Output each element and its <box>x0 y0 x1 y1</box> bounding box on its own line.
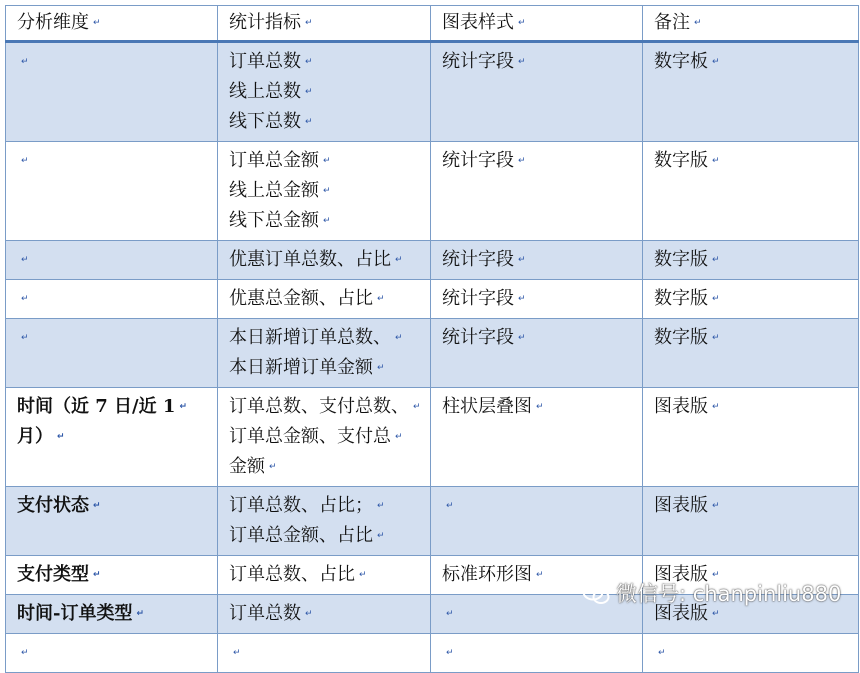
paragraph-mark-icon: ↵ <box>712 402 720 412</box>
paragraph-mark-icon: ↵ <box>93 570 101 580</box>
paragraph-mark-icon: ↵ <box>305 18 313 28</box>
cell-line <box>17 392 217 422</box>
cell-text: 优惠订单总数、占比 <box>229 249 391 270</box>
paragraph-mark-icon: ↵ <box>21 156 29 166</box>
cell-line <box>229 638 430 668</box>
cell-line <box>17 284 217 314</box>
cell-text: 线上总金额 <box>229 180 319 201</box>
cell-text: 本日新增订单总数、 <box>229 327 391 348</box>
cell-line <box>229 206 430 236</box>
cell-text: 数字版 <box>654 288 708 309</box>
cell-text: 图表版 <box>654 564 708 585</box>
cell-style <box>431 241 643 280</box>
paragraph-mark-icon: ↵ <box>712 294 720 304</box>
paragraph-mark-icon: ↵ <box>305 57 313 67</box>
paragraph-mark-icon: ↵ <box>359 570 367 580</box>
cell-text: 金额 <box>229 456 265 477</box>
cell-line <box>442 491 642 521</box>
header-cell-note: 备注 ↵ <box>643 6 859 42</box>
watermark <box>582 578 841 608</box>
cell-metrics <box>218 142 431 241</box>
paragraph-mark-icon: ↵ <box>446 501 454 511</box>
paragraph-mark-icon: ↵ <box>395 432 403 442</box>
header-cell-style: 图表样式 ↵ <box>431 6 643 42</box>
cell-text: 订单总数、占比 <box>229 564 355 585</box>
paragraph-mark-icon: ↵ <box>21 333 29 343</box>
paragraph-mark-icon: ↵ <box>136 609 145 619</box>
cell-line <box>229 521 430 551</box>
cell-text: 数字版 <box>654 249 708 270</box>
cell-line <box>229 422 430 452</box>
cell-text: 线上总数 <box>229 81 301 102</box>
paragraph-mark-icon: ↵ <box>93 18 101 28</box>
cell-line <box>17 422 217 452</box>
table-row <box>6 241 859 280</box>
cell-line <box>442 47 642 77</box>
cell-line <box>229 77 430 107</box>
cell-line <box>229 245 430 275</box>
spec-table <box>5 5 859 673</box>
paragraph-mark-icon: ↵ <box>446 609 454 619</box>
paragraph-mark-icon: ↵ <box>233 648 241 658</box>
cell-text: 月） <box>17 426 53 447</box>
paragraph-mark-icon: ↵ <box>712 255 720 265</box>
paragraph-mark-icon: ↵ <box>377 363 385 373</box>
cell-line <box>17 638 217 668</box>
cell-line <box>229 323 430 353</box>
cell-dimension <box>6 487 218 556</box>
paragraph-mark-icon: ↵ <box>413 402 421 412</box>
cell-text: 订单总数、支付总数、 <box>229 396 409 417</box>
cell-text: 图表版 <box>654 495 708 516</box>
cell-note <box>643 319 859 388</box>
cell-metrics <box>218 241 431 280</box>
cell-line <box>229 392 430 422</box>
paragraph-mark-icon: ↵ <box>377 294 385 304</box>
cell-metrics <box>218 280 431 319</box>
cell-metrics <box>218 42 431 142</box>
cell-text: 订单总金额、占比 <box>229 525 373 546</box>
table-row <box>6 280 859 319</box>
paragraph-mark-icon: ↵ <box>712 570 720 580</box>
paragraph-mark-icon: ↵ <box>712 333 720 343</box>
paragraph-mark-icon: ↵ <box>323 216 331 226</box>
cell-text: 标准环形图 <box>442 564 532 585</box>
cell-line <box>654 323 858 353</box>
cell-line <box>229 353 430 383</box>
cell-line <box>654 284 858 314</box>
paragraph-mark-icon: ↵ <box>395 333 403 343</box>
paragraph-mark-icon: ↵ <box>179 402 187 412</box>
cell-style <box>431 487 643 556</box>
cell-text: 图表版 <box>654 603 708 624</box>
cell-text: 统计字段 <box>442 150 514 171</box>
cell-text: 本日新增订单金额 <box>229 357 373 378</box>
cell-text: 时间（近 7 日/近 1 <box>17 396 176 417</box>
paragraph-mark-icon: ↵ <box>21 57 29 67</box>
paragraph-mark-icon: ↵ <box>446 648 454 658</box>
cell-line <box>17 245 217 275</box>
table-row <box>6 634 859 673</box>
cell-line <box>442 323 642 353</box>
cell-style <box>431 634 643 673</box>
paragraph-mark-icon: ↵ <box>694 18 702 28</box>
cell-text: 订单总数 <box>229 603 301 624</box>
cell-line <box>17 146 217 176</box>
cell-line <box>654 392 858 422</box>
cell-note <box>643 241 859 280</box>
cell-note <box>643 280 859 319</box>
cell-dimension <box>6 142 218 241</box>
table-row <box>6 319 859 388</box>
cell-line <box>229 491 430 521</box>
paragraph-mark-icon: ↵ <box>518 156 526 166</box>
table-row <box>6 42 859 142</box>
cell-line <box>229 599 430 629</box>
cell-text: 统计字段 <box>442 51 514 72</box>
paragraph-mark-icon: ↵ <box>712 57 720 67</box>
cell-line <box>442 638 642 668</box>
cell-line <box>442 284 642 314</box>
paragraph-mark-icon: ↵ <box>377 531 385 541</box>
cell-style <box>431 42 643 142</box>
cell-line <box>442 146 642 176</box>
cell-line <box>229 146 430 176</box>
paragraph-mark-icon: ↵ <box>536 570 544 580</box>
cell-style <box>431 319 643 388</box>
cell-dimension <box>6 280 218 319</box>
table-row <box>6 388 859 487</box>
cell-line <box>229 107 430 137</box>
paragraph-mark-icon: ↵ <box>21 648 29 658</box>
paragraph-mark-icon: ↵ <box>377 501 385 511</box>
cell-line <box>229 284 430 314</box>
table-row <box>6 142 859 241</box>
paragraph-mark-icon: ↵ <box>518 255 526 265</box>
cell-metrics <box>218 487 431 556</box>
cell-line <box>654 245 858 275</box>
cell-line <box>229 452 430 482</box>
cell-text: 时间-订单类型 <box>17 603 133 624</box>
cell-metrics <box>218 388 431 487</box>
cell-metrics <box>218 556 431 595</box>
cell-note <box>643 634 859 673</box>
cell-style <box>431 280 643 319</box>
paragraph-mark-icon: ↵ <box>518 294 526 304</box>
paragraph-mark-icon: ↵ <box>21 294 29 304</box>
cell-note <box>643 142 859 241</box>
cell-text: 订单总数、占比； <box>229 495 373 516</box>
cell-note <box>643 42 859 142</box>
cell-line <box>229 560 430 590</box>
cell-dimension <box>6 42 218 142</box>
header-row <box>6 6 859 42</box>
paragraph-mark-icon: ↵ <box>305 609 313 619</box>
paragraph-mark-icon: ↵ <box>518 333 526 343</box>
cell-line <box>442 392 642 422</box>
cell-text: 优惠总金额、占比 <box>229 288 373 309</box>
cell-style <box>431 142 643 241</box>
cell-text: 订单总金额 <box>229 150 319 171</box>
cell-line <box>17 560 217 590</box>
cell-text: 柱状层叠图 <box>442 396 532 417</box>
cell-dimension <box>6 388 218 487</box>
cell-metrics <box>218 319 431 388</box>
cell-line <box>229 47 430 77</box>
cell-text: 订单总金额、支付总 <box>229 426 391 447</box>
cell-text: 统计字段 <box>442 288 514 309</box>
cell-line <box>442 245 642 275</box>
cell-text: 数字板 <box>654 51 708 72</box>
cell-text: 支付状态 <box>17 495 89 516</box>
cell-text: 线下总金额 <box>229 210 319 231</box>
paragraph-mark-icon: ↵ <box>536 402 544 412</box>
paragraph-mark-icon: ↵ <box>712 609 720 619</box>
paragraph-mark-icon: ↵ <box>269 462 277 472</box>
paragraph-mark-icon: ↵ <box>323 186 331 196</box>
cell-line <box>654 146 858 176</box>
cell-line <box>654 491 858 521</box>
cell-metrics <box>218 634 431 673</box>
cell-line <box>17 599 217 629</box>
cell-line <box>654 638 858 668</box>
paragraph-mark-icon: ↵ <box>712 156 720 166</box>
cell-text: 统计字段 <box>442 327 514 348</box>
header-cell-metrics: 统计指标 ↵ <box>218 6 431 42</box>
cell-text: 数字版 <box>654 150 708 171</box>
paragraph-mark-icon: ↵ <box>305 117 313 127</box>
cell-line <box>17 323 217 353</box>
paragraph-mark-icon: ↵ <box>305 87 313 97</box>
paragraph-mark-icon: ↵ <box>658 648 666 658</box>
paragraph-mark-icon: ↵ <box>323 156 331 166</box>
cell-dimension <box>6 556 218 595</box>
header-cell-dimension: 分析维度 ↵ <box>6 6 218 42</box>
paragraph-mark-icon: ↵ <box>518 57 526 67</box>
cell-text: 线下总数 <box>229 111 301 132</box>
spec-table-body <box>6 6 859 673</box>
paragraph-mark-icon: ↵ <box>518 18 526 28</box>
cell-dimension <box>6 634 218 673</box>
cell-line <box>229 176 430 206</box>
paragraph-mark-icon: ↵ <box>395 255 403 265</box>
cell-text: 统计字段 <box>442 249 514 270</box>
wechat-icon <box>582 583 610 605</box>
paragraph-mark-icon: ↵ <box>93 501 101 511</box>
cell-note <box>643 388 859 487</box>
cell-line <box>17 491 217 521</box>
cell-text: 图表版 <box>654 396 708 417</box>
cell-text: 支付类型 <box>17 564 89 585</box>
watermark-text: 微信号: chanpinliu880 <box>616 582 842 606</box>
cell-line <box>654 47 858 77</box>
paragraph-mark-icon: ↵ <box>712 501 720 511</box>
cell-dimension <box>6 319 218 388</box>
cell-style <box>431 388 643 487</box>
cell-dimension <box>6 241 218 280</box>
paragraph-mark-icon: ↵ <box>57 432 65 442</box>
cell-note <box>643 487 859 556</box>
cell-text: 订单总数 <box>229 51 301 72</box>
cell-text: 数字版 <box>654 327 708 348</box>
cell-line <box>17 47 217 77</box>
table-row <box>6 487 859 556</box>
paragraph-mark-icon: ↵ <box>21 255 29 265</box>
